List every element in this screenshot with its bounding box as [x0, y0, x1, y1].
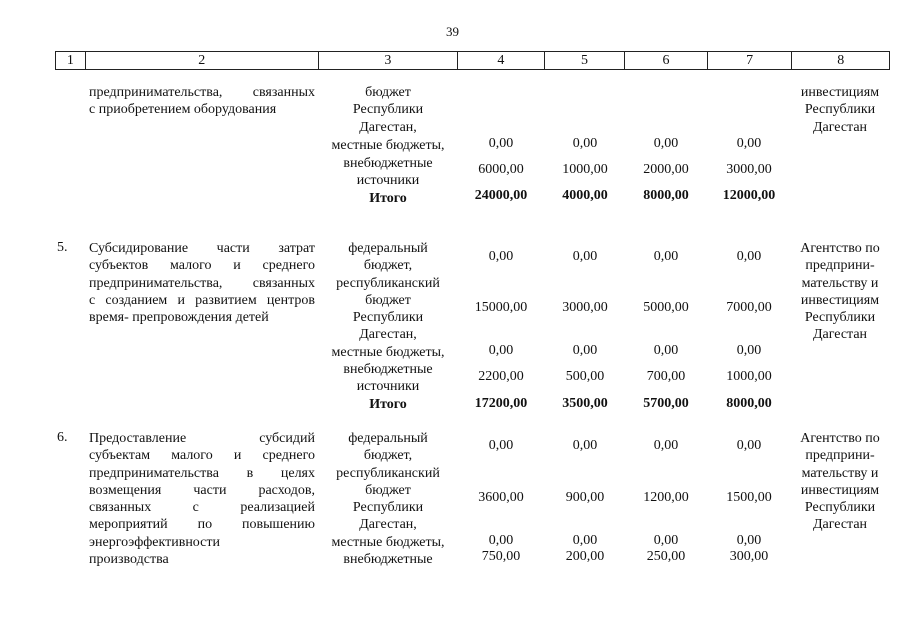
total-label: Итого — [369, 190, 407, 206]
desc-line: Субсидирование части затрат — [89, 241, 315, 256]
desc-line: предпринимательства в целях — [89, 465, 315, 481]
exec-line: Дагестан — [812, 517, 868, 533]
source-line: местные бюджеты, — [331, 534, 445, 550]
cell-value: 700,00 — [646, 369, 686, 384]
total-value: 24000,00 — [474, 188, 528, 203]
row5-source — [318, 240, 458, 413]
header-col-4: 4 — [457, 52, 544, 69]
source-line: Дагестан, — [359, 327, 417, 343]
header-col-5: 5 — [544, 52, 625, 69]
source-line: внебюджетные — [343, 362, 433, 378]
cell-value: 0,00 — [736, 438, 762, 453]
cell-value: 0,00 — [572, 438, 598, 453]
desc-line: с созданием и развитием центров — [89, 292, 315, 308]
cell-value: 250,00 — [646, 549, 686, 564]
table-header-row — [55, 51, 890, 70]
exec-line: мательству и — [801, 465, 879, 481]
total-value: 8000,00 — [643, 188, 689, 203]
cell-value: 0,00 — [572, 343, 598, 358]
row5-executor — [792, 240, 888, 344]
desc-line: энергоэффективности — [89, 534, 220, 550]
cell-value: 0,00 — [653, 438, 679, 453]
total-value: 4000,00 — [562, 188, 608, 203]
exec-line: Дагестан — [812, 119, 868, 135]
desc-line: Предоставление субсидий — [89, 431, 315, 446]
cell-value: 0,00 — [653, 136, 679, 151]
desc-line: предпринимательства, связанных — [89, 85, 315, 100]
source-line: источники — [356, 379, 420, 395]
exec-line: инвестициям — [800, 85, 880, 100]
row-prev-source — [318, 84, 458, 207]
desc-line: субъектов малого и среднего — [89, 258, 315, 274]
cell-value: 900,00 — [565, 490, 605, 505]
header-col-6: 6 — [624, 52, 707, 69]
exec-line: Дагестан — [812, 327, 868, 343]
source-line: Дагестан, — [359, 517, 417, 533]
cell-value: 3600,00 — [478, 490, 524, 505]
header-col-2: 2 — [85, 52, 318, 69]
total-value: 12000,00 — [722, 188, 776, 203]
cell-value: 0,00 — [653, 343, 679, 358]
row6-source — [318, 430, 458, 568]
source-line: Республики — [352, 500, 424, 516]
source-line: федеральный — [348, 241, 428, 256]
cell-value: 0,00 — [736, 343, 762, 358]
desc-line: связанных с реализацией — [89, 500, 315, 516]
row6-description — [89, 430, 315, 568]
desc-line: мероприятий по повышению — [89, 517, 315, 533]
source-line: местные бюджеты, — [331, 344, 445, 360]
cell-value: 1000,00 — [726, 369, 772, 384]
source-line: республиканский — [336, 465, 440, 481]
exec-line: мательству и — [801, 275, 879, 291]
row-prev-description — [89, 84, 315, 119]
cell-value: 3000,00 — [726, 162, 772, 177]
cell-value: 3000,00 — [562, 300, 608, 315]
exec-line: Республики — [804, 310, 876, 326]
cell-value: 2000,00 — [643, 162, 689, 177]
cell-value: 6000,00 — [478, 162, 524, 177]
cell-value: 1500,00 — [726, 490, 772, 505]
cell-value: 0,00 — [653, 533, 679, 548]
total-label: Итого — [369, 396, 407, 412]
row-prev-executor — [792, 84, 888, 136]
cell-value: 0,00 — [736, 249, 762, 264]
source-line: внебюджетные — [343, 552, 433, 568]
cell-value: 0,00 — [488, 533, 514, 548]
exec-line: инвестициям — [800, 292, 880, 308]
source-line: республиканский — [336, 275, 440, 291]
row5-description — [89, 240, 315, 326]
source-line: бюджет — [365, 85, 411, 100]
cell-value: 0,00 — [572, 249, 598, 264]
cell-value: 0,00 — [736, 136, 762, 151]
desc-line: производства — [89, 552, 169, 568]
header-col-8: 8 — [791, 52, 889, 69]
cell-value: 1000,00 — [562, 162, 608, 177]
cell-value: 750,00 — [481, 549, 521, 564]
total-value: 8000,00 — [726, 396, 772, 411]
cell-value: 0,00 — [488, 343, 514, 358]
header-col-3: 3 — [318, 52, 457, 69]
source-line: Республики — [352, 310, 424, 326]
cell-value: 0,00 — [736, 533, 762, 548]
desc-line: с приобретением оборудования — [89, 102, 277, 118]
source-line: бюджет — [365, 482, 411, 498]
cell-value: 500,00 — [565, 369, 605, 384]
total-value: 5700,00 — [643, 396, 689, 411]
source-line: федеральный — [348, 431, 428, 446]
source-line: Республики — [352, 102, 424, 118]
desc-line: субъектам малого и среднего — [89, 448, 315, 464]
exec-line: Агентство по — [800, 431, 880, 446]
source-line: бюджет — [365, 292, 411, 308]
desc-line: предпринимательства, связанных — [89, 275, 315, 291]
cell-value: 0,00 — [488, 136, 514, 151]
cell-value: 200,00 — [565, 549, 605, 564]
cell-value: 5000,00 — [643, 300, 689, 315]
row-number: 5. — [57, 240, 68, 255]
exec-line: Республики — [804, 102, 876, 118]
cell-value: 0,00 — [572, 533, 598, 548]
source-line: местные бюджеты, — [331, 137, 445, 153]
desc-line: время- препровождения детей — [89, 310, 269, 326]
header-col-7: 7 — [707, 52, 792, 69]
cell-value: 15000,00 — [474, 300, 528, 315]
exec-line: предприни- — [805, 448, 875, 464]
cell-value: 7000,00 — [726, 300, 772, 315]
total-value: 3500,00 — [562, 396, 608, 411]
cell-value: 0,00 — [572, 136, 598, 151]
total-value: 17200,00 — [474, 396, 528, 411]
exec-line: Агентство по — [800, 241, 880, 256]
cell-value: 0,00 — [488, 249, 514, 264]
exec-line: предприни- — [805, 258, 875, 274]
row-number: 6. — [57, 430, 68, 445]
header-col-1: 1 — [66, 53, 74, 68]
row6-executor — [792, 430, 888, 534]
cell-value: 1200,00 — [643, 490, 689, 505]
exec-line: инвестициям — [800, 482, 880, 498]
source-line: бюджет, — [363, 448, 413, 464]
source-line: Дагестан, — [359, 119, 417, 135]
source-line: бюджет, — [363, 258, 413, 274]
cell-value: 300,00 — [729, 549, 769, 564]
source-line: источники — [356, 173, 420, 189]
source-line: внебюджетные — [343, 156, 433, 172]
page-number: 39 — [446, 24, 459, 39]
desc-line: возмещения части расходов, — [89, 482, 315, 498]
cell-value: 0,00 — [653, 249, 679, 264]
cell-value: 0,00 — [488, 438, 514, 453]
cell-value: 2200,00 — [478, 369, 524, 384]
exec-line: Республики — [804, 500, 876, 516]
